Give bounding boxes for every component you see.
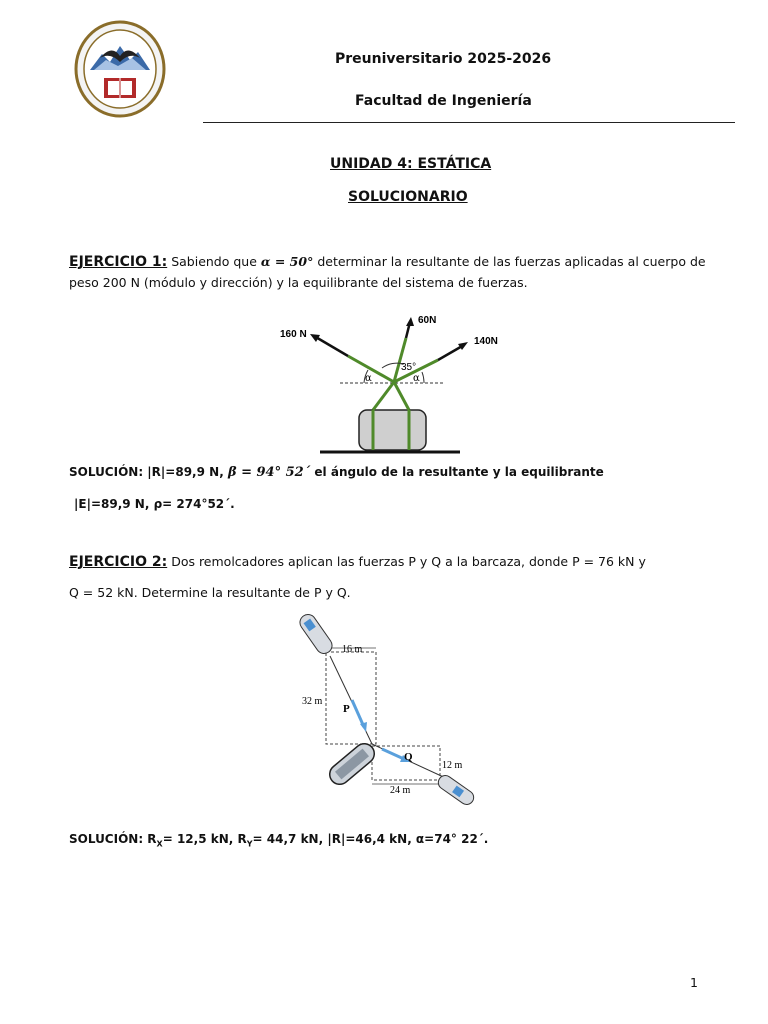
ex2-sol-y: Y <box>246 839 253 849</box>
dim-32m: 32 m <box>302 696 323 707</box>
force-140-label: 140N <box>474 336 498 347</box>
ex2-statement <box>69 552 719 572</box>
dim-16m: 16 m <box>342 644 363 655</box>
ex2-heading: EJERCICIO 2: <box>69 554 168 570</box>
ex1-sol-a: SOLUCIÓN: |R|=89,9 N, <box>69 465 224 479</box>
ex1-text-a: Sabiendo que <box>171 254 257 269</box>
ex2-sol-mid: = 12,5 kN, R <box>162 832 247 846</box>
unit-subtitle: SOLUCIONARIO <box>348 189 468 205</box>
ex1-text-b: determinar la resultante de las fuerzas aplicadas al cuerpo de <box>317 254 706 269</box>
ex2-tugboat-diagram <box>290 612 490 812</box>
dim-12m: 12 m <box>442 760 463 771</box>
ex1-heading: EJERCICIO 1: <box>69 254 168 270</box>
ex1-sol-b: el ángulo de la resultante y la equilibrante <box>314 465 604 479</box>
ex1-text-c: peso 200 N (módulo y dirección) y la equilibrante del sistema de fuerzas. <box>69 275 528 290</box>
ex2-sol-pre: SOLUCIÓN: R <box>69 832 157 846</box>
force-160-label: 160 N <box>280 329 307 340</box>
alpha-right-label: α <box>413 373 420 384</box>
ex1-sol-beta: β = 94° 52´ <box>227 465 311 480</box>
force-q-label: Q <box>404 751 413 763</box>
force-60-label: 60N <box>418 315 437 326</box>
ex2-solution <box>69 832 488 848</box>
ex2-sol-post: = 44,7 kN, |R|=46,4 kN, α=74° 22´. <box>252 832 489 846</box>
dim-24m: 24 m <box>390 785 411 796</box>
header-course: Preuniversitario 2025-2026 <box>335 51 552 67</box>
ex1-solution-line1 <box>69 465 604 480</box>
ex1-statement <box>69 252 709 272</box>
angle-35-label: 35° <box>401 362 417 373</box>
unit-title: UNIDAD 4: ESTÁTICA <box>330 156 492 172</box>
force-p-label: P <box>343 703 350 715</box>
ex1-solution-line2: |E|=89,9 N, ρ= 274°52´. <box>74 497 235 511</box>
ex2-sol-x: X <box>156 839 163 849</box>
ex2-text-a: Dos remolcadores aplican las fuerzas P y Q a la barcaza, donde P = 76 kN y <box>171 554 646 569</box>
header-divider <box>203 122 735 123</box>
ex2-text-b: Q = 52 kN. Determine la resultante de P y Q. <box>69 585 351 600</box>
alpha-left-label: α <box>365 373 372 384</box>
ex1-alpha: α = 50° <box>260 254 314 269</box>
header-faculty: Facultad de Ingeniería <box>355 93 532 109</box>
ex1-force-diagram <box>270 308 510 458</box>
university-seal <box>74 20 166 118</box>
page-number: 1 <box>690 975 698 990</box>
